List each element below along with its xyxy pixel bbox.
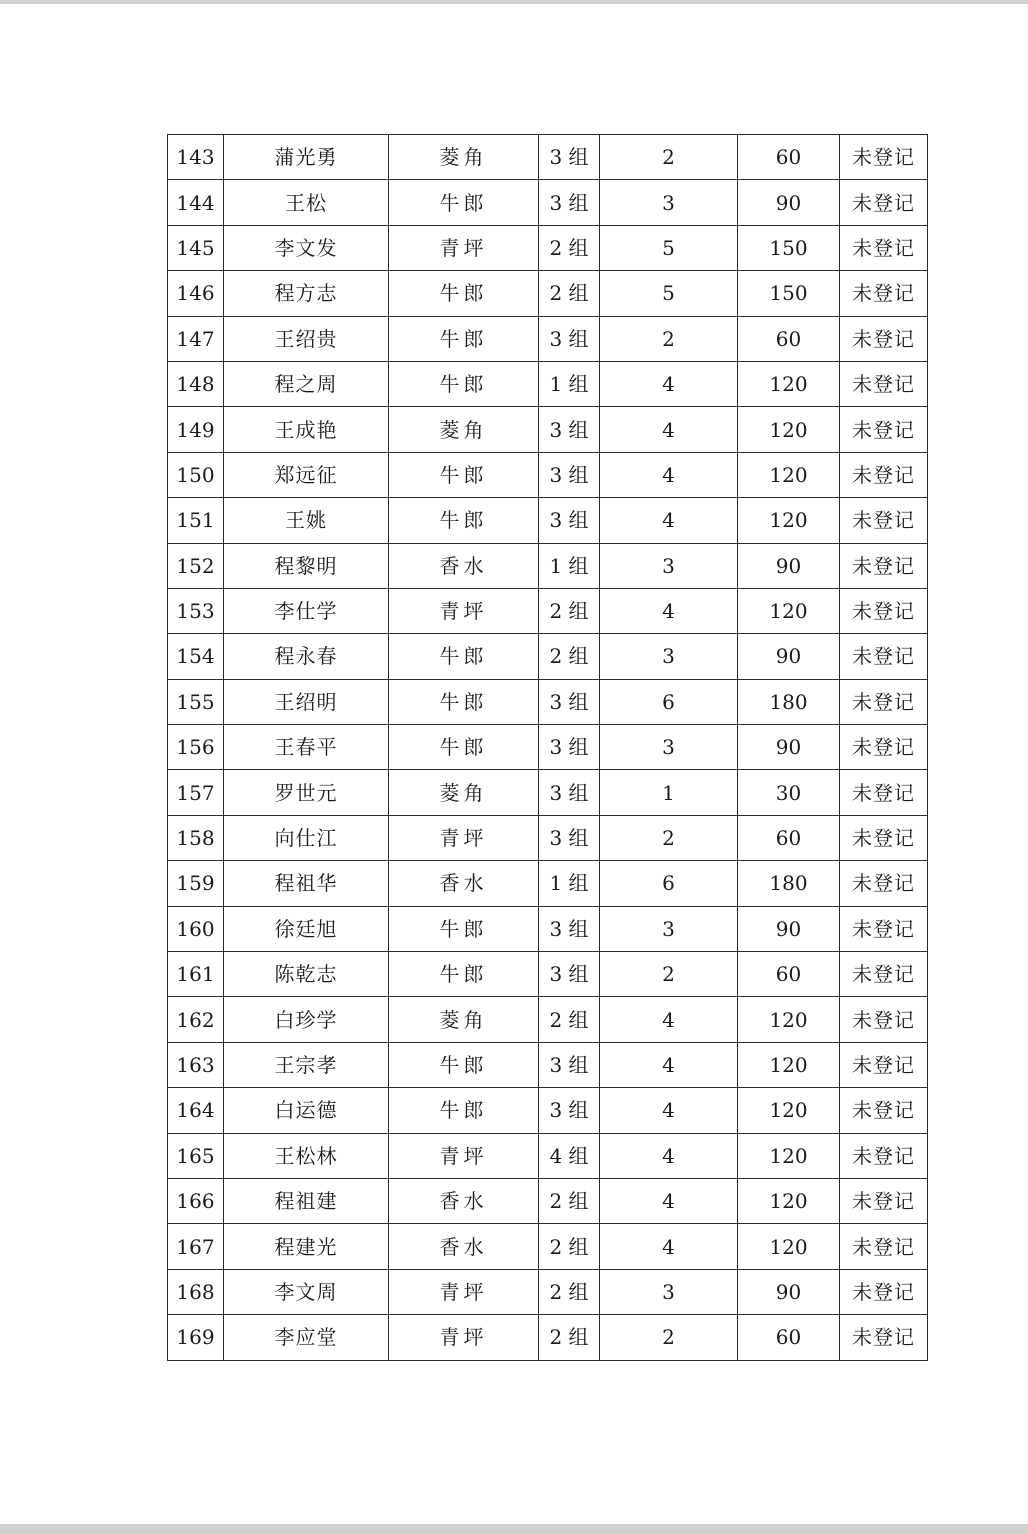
status-cell: 未登记: [840, 498, 928, 543]
name-cell: 白珍学: [224, 997, 389, 1042]
status-cell: 未登记: [840, 634, 928, 679]
name-cell: 王姚: [224, 498, 389, 543]
village-cell: 牛郎: [389, 952, 539, 997]
amount-cell: 60: [738, 815, 840, 860]
status-cell: 未登记: [840, 452, 928, 497]
status-cell: 未登记: [840, 1178, 928, 1223]
amount-cell: 90: [738, 180, 840, 225]
amount-cell: 60: [738, 316, 840, 361]
status-cell: 未登记: [840, 1133, 928, 1178]
name-cell: 程方志: [224, 271, 389, 316]
village-cell: 香水: [389, 1178, 539, 1223]
amount-cell: 90: [738, 634, 840, 679]
row-number-cell: 150: [168, 452, 224, 497]
amount-cell: 60: [738, 1315, 840, 1360]
group-cell: 3 组: [539, 952, 600, 997]
table-row: [168, 952, 928, 997]
group-cell: 2 组: [539, 225, 600, 270]
status-cell: 未登记: [840, 180, 928, 225]
table-row: [168, 1133, 928, 1178]
row-number-cell: 154: [168, 634, 224, 679]
village-cell: 青坪: [389, 225, 539, 270]
amount-cell: 150: [738, 225, 840, 270]
table-row: [168, 407, 928, 452]
table-row: [168, 225, 928, 270]
status-cell: 未登记: [840, 1042, 928, 1087]
count-cell: 2: [600, 1315, 738, 1360]
table-row: [168, 1178, 928, 1223]
name-cell: 向仕江: [224, 815, 389, 860]
count-cell: 3: [600, 1269, 738, 1314]
name-cell: 程祖建: [224, 1178, 389, 1223]
count-cell: 4: [600, 588, 738, 633]
row-number-cell: 166: [168, 1178, 224, 1223]
count-cell: 5: [600, 225, 738, 270]
amount-cell: 90: [738, 543, 840, 588]
name-cell: 王松林: [224, 1133, 389, 1178]
row-number-cell: 148: [168, 361, 224, 406]
status-cell: 未登记: [840, 861, 928, 906]
row-number-cell: 145: [168, 225, 224, 270]
row-number-cell: 143: [168, 135, 224, 180]
count-cell: 4: [600, 452, 738, 497]
table-row: [168, 679, 928, 724]
name-cell: 李文发: [224, 225, 389, 270]
row-number-cell: 153: [168, 588, 224, 633]
status-cell: 未登记: [840, 770, 928, 815]
table-row: [168, 1269, 928, 1314]
name-cell: 王绍明: [224, 679, 389, 724]
table-row: [168, 452, 928, 497]
status-cell: 未登记: [840, 316, 928, 361]
name-cell: 程祖华: [224, 861, 389, 906]
status-cell: 未登记: [840, 588, 928, 633]
group-cell: 2 组: [539, 1269, 600, 1314]
count-cell: 5: [600, 271, 738, 316]
name-cell: 程建光: [224, 1224, 389, 1269]
row-number-cell: 149: [168, 407, 224, 452]
village-cell: 菱角: [389, 135, 539, 180]
group-cell: 3 组: [539, 498, 600, 543]
status-cell: 未登记: [840, 135, 928, 180]
row-number-cell: 156: [168, 725, 224, 770]
group-cell: 3 组: [539, 316, 600, 361]
count-cell: 3: [600, 634, 738, 679]
village-cell: 牛郎: [389, 498, 539, 543]
count-cell: 2: [600, 316, 738, 361]
name-cell: 徐廷旭: [224, 906, 389, 951]
village-cell: 菱角: [389, 770, 539, 815]
group-cell: 2 组: [539, 1178, 600, 1223]
table-row: [168, 498, 928, 543]
table-row: [168, 1042, 928, 1087]
row-number-cell: 157: [168, 770, 224, 815]
group-cell: 3 组: [539, 180, 600, 225]
village-cell: 青坪: [389, 1315, 539, 1360]
name-cell: 王松: [224, 180, 389, 225]
status-cell: 未登记: [840, 407, 928, 452]
table-row: [168, 997, 928, 1042]
row-number-cell: 146: [168, 271, 224, 316]
village-cell: 青坪: [389, 815, 539, 860]
village-cell: 牛郎: [389, 725, 539, 770]
count-cell: 3: [600, 906, 738, 951]
count-cell: 2: [600, 815, 738, 860]
row-number-cell: 169: [168, 1315, 224, 1360]
name-cell: 郑远征: [224, 452, 389, 497]
village-cell: 牛郎: [389, 452, 539, 497]
status-cell: 未登记: [840, 271, 928, 316]
table-row: [168, 815, 928, 860]
row-number-cell: 162: [168, 997, 224, 1042]
table-row: [168, 1088, 928, 1133]
amount-cell: 120: [738, 1224, 840, 1269]
village-cell: 青坪: [389, 1269, 539, 1314]
name-cell: 李仕学: [224, 588, 389, 633]
document-page: [167, 134, 928, 1361]
group-cell: 2 组: [539, 634, 600, 679]
village-cell: 菱角: [389, 407, 539, 452]
count-cell: 4: [600, 1088, 738, 1133]
village-cell: 香水: [389, 543, 539, 588]
name-cell: 王春平: [224, 725, 389, 770]
row-number-cell: 158: [168, 815, 224, 860]
group-cell: 3 组: [539, 135, 600, 180]
village-cell: 牛郎: [389, 906, 539, 951]
table-row: [168, 543, 928, 588]
table-row: [168, 135, 928, 180]
page-bottom-edge: [0, 1524, 1028, 1534]
village-cell: 牛郎: [389, 180, 539, 225]
village-cell: 牛郎: [389, 271, 539, 316]
name-cell: 王宗孝: [224, 1042, 389, 1087]
table-row: [168, 1315, 928, 1360]
name-cell: 程黎明: [224, 543, 389, 588]
count-cell: 4: [600, 997, 738, 1042]
count-cell: 4: [600, 1178, 738, 1223]
amount-cell: 120: [738, 1088, 840, 1133]
table-row: [168, 316, 928, 361]
row-number-cell: 152: [168, 543, 224, 588]
row-number-cell: 159: [168, 861, 224, 906]
status-cell: 未登记: [840, 952, 928, 997]
group-cell: 1 组: [539, 861, 600, 906]
name-cell: 程之周: [224, 361, 389, 406]
amount-cell: 120: [738, 997, 840, 1042]
status-cell: 未登记: [840, 1088, 928, 1133]
row-number-cell: 155: [168, 679, 224, 724]
table-body: [168, 135, 928, 1361]
count-cell: 4: [600, 1133, 738, 1178]
village-cell: 牛郎: [389, 1088, 539, 1133]
count-cell: 3: [600, 180, 738, 225]
amount-cell: 90: [738, 1269, 840, 1314]
village-cell: 青坪: [389, 1133, 539, 1178]
group-cell: 4 组: [539, 1133, 600, 1178]
registration-table: [167, 134, 928, 1361]
village-cell: 菱角: [389, 997, 539, 1042]
count-cell: 1: [600, 770, 738, 815]
status-cell: 未登记: [840, 906, 928, 951]
count-cell: 6: [600, 679, 738, 724]
group-cell: 1 组: [539, 543, 600, 588]
status-cell: 未登记: [840, 1269, 928, 1314]
amount-cell: 180: [738, 679, 840, 724]
count-cell: 4: [600, 498, 738, 543]
village-cell: 牛郎: [389, 679, 539, 724]
row-number-cell: 161: [168, 952, 224, 997]
table-row: [168, 271, 928, 316]
count-cell: 2: [600, 952, 738, 997]
count-cell: 3: [600, 543, 738, 588]
name-cell: 程永春: [224, 634, 389, 679]
status-cell: 未登记: [840, 815, 928, 860]
name-cell: 蒲光勇: [224, 135, 389, 180]
amount-cell: 90: [738, 906, 840, 951]
row-number-cell: 147: [168, 316, 224, 361]
row-number-cell: 160: [168, 906, 224, 951]
village-cell: 牛郎: [389, 361, 539, 406]
row-number-cell: 167: [168, 1224, 224, 1269]
row-number-cell: 168: [168, 1269, 224, 1314]
table-row: [168, 861, 928, 906]
village-cell: 青坪: [389, 588, 539, 633]
status-cell: 未登记: [840, 1315, 928, 1360]
status-cell: 未登记: [840, 725, 928, 770]
amount-cell: 120: [738, 588, 840, 633]
row-number-cell: 144: [168, 180, 224, 225]
group-cell: 1 组: [539, 361, 600, 406]
name-cell: 陈乾志: [224, 952, 389, 997]
amount-cell: 120: [738, 407, 840, 452]
group-cell: 3 组: [539, 1088, 600, 1133]
table-row: [168, 770, 928, 815]
amount-cell: 150: [738, 271, 840, 316]
group-cell: 3 组: [539, 1042, 600, 1087]
group-cell: 3 组: [539, 906, 600, 951]
group-cell: 2 组: [539, 588, 600, 633]
row-number-cell: 163: [168, 1042, 224, 1087]
amount-cell: 120: [738, 361, 840, 406]
group-cell: 3 组: [539, 407, 600, 452]
table-row: [168, 634, 928, 679]
name-cell: 王成艳: [224, 407, 389, 452]
group-cell: 2 组: [539, 271, 600, 316]
group-cell: 3 组: [539, 452, 600, 497]
name-cell: 王绍贵: [224, 316, 389, 361]
count-cell: 4: [600, 1224, 738, 1269]
count-cell: 6: [600, 861, 738, 906]
table-row: [168, 906, 928, 951]
amount-cell: 180: [738, 861, 840, 906]
amount-cell: 120: [738, 1133, 840, 1178]
row-number-cell: 165: [168, 1133, 224, 1178]
name-cell: 李文周: [224, 1269, 389, 1314]
status-cell: 未登记: [840, 1224, 928, 1269]
name-cell: 李应堂: [224, 1315, 389, 1360]
group-cell: 2 组: [539, 1315, 600, 1360]
status-cell: 未登记: [840, 997, 928, 1042]
group-cell: 2 组: [539, 997, 600, 1042]
row-number-cell: 164: [168, 1088, 224, 1133]
group-cell: 3 组: [539, 770, 600, 815]
amount-cell: 30: [738, 770, 840, 815]
name-cell: 白运德: [224, 1088, 389, 1133]
group-cell: 2 组: [539, 1224, 600, 1269]
amount-cell: 90: [738, 725, 840, 770]
status-cell: 未登记: [840, 361, 928, 406]
row-number-cell: 151: [168, 498, 224, 543]
name-cell: 罗世元: [224, 770, 389, 815]
village-cell: 牛郎: [389, 1042, 539, 1087]
village-cell: 香水: [389, 1224, 539, 1269]
group-cell: 3 组: [539, 725, 600, 770]
table-row: [168, 361, 928, 406]
count-cell: 4: [600, 361, 738, 406]
count-cell: 3: [600, 725, 738, 770]
amount-cell: 60: [738, 135, 840, 180]
village-cell: 香水: [389, 861, 539, 906]
status-cell: 未登记: [840, 679, 928, 724]
table-row: [168, 588, 928, 633]
group-cell: 3 组: [539, 679, 600, 724]
village-cell: 牛郎: [389, 634, 539, 679]
amount-cell: 120: [738, 452, 840, 497]
page-top-edge: [0, 0, 1028, 4]
count-cell: 4: [600, 1042, 738, 1087]
table-row: [168, 180, 928, 225]
count-cell: 4: [600, 407, 738, 452]
village-cell: 牛郎: [389, 316, 539, 361]
status-cell: 未登记: [840, 543, 928, 588]
table-row: [168, 725, 928, 770]
amount-cell: 120: [738, 1178, 840, 1223]
amount-cell: 120: [738, 498, 840, 543]
count-cell: 2: [600, 135, 738, 180]
amount-cell: 60: [738, 952, 840, 997]
amount-cell: 120: [738, 1042, 840, 1087]
status-cell: 未登记: [840, 225, 928, 270]
group-cell: 3 组: [539, 815, 600, 860]
table-row: [168, 1224, 928, 1269]
